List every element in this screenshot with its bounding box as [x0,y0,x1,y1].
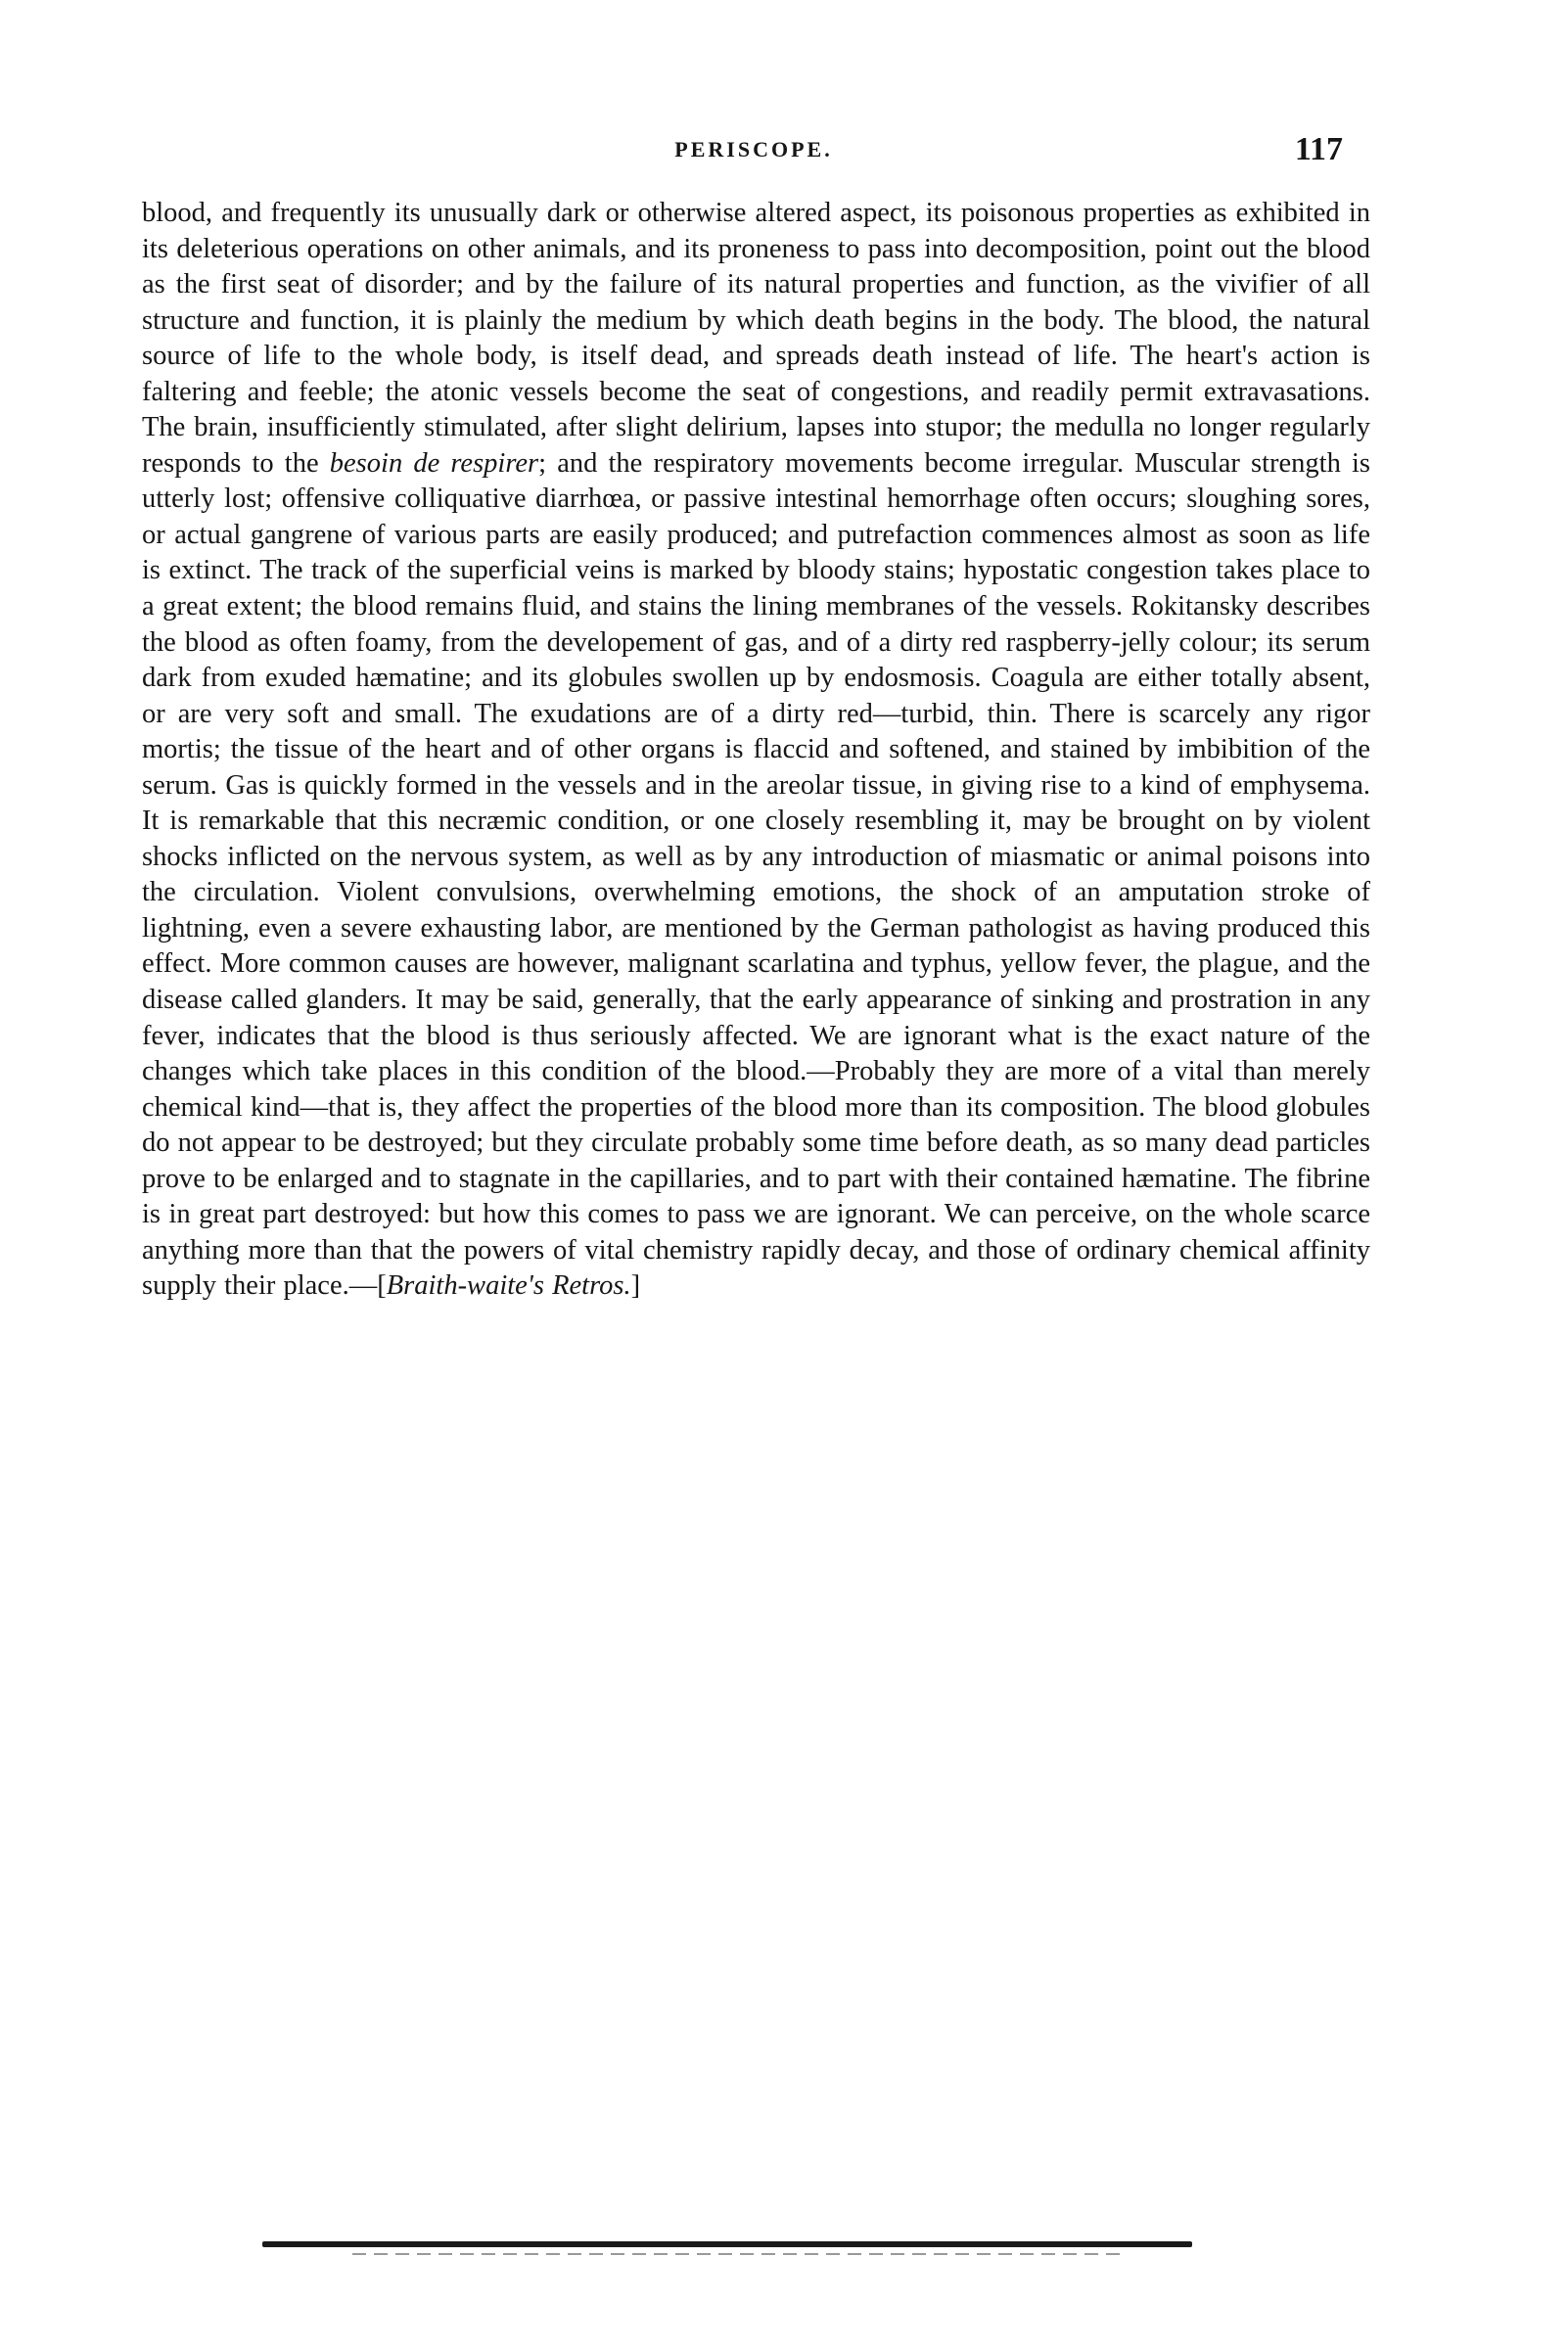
paragraph [142,196,1370,1305]
italic-phrase: besoin de respirer [329,447,539,479]
page-number: 117 [1294,131,1343,167]
section-end-rule [262,2241,1192,2247]
citation-bracket: ] [630,1270,641,1302]
paragraph-text-part: ; and the respiratory movements become irregular. Muscular strength is utterly lost; offensive colliquative diarrhœa, or passive intestinal hemorrhage often occurs; sloughing sores, or actual gangrene of various parts are easily produced; and putrefaction commences almost as soon as life is extinct. The track of the superficial veins is marked by bloody stains; hypostatic congestion takes place to a great extent; the blood remains fluid, and stains the lining membranes of the vessels. Rokitansky describes the blood as often foamy, from the developement of gas, and of a dirty red raspberry-jelly colour; its serum dark from exuded hæmatine; and its globules swollen up by endosmosis. Coagula are either totally absent, or are very soft and small. The exudations are of a dirty red—turbid, thin. There is scarcely any rigor mortis; the tissue of the heart and of other organs is flaccid and softened, and stained by imbibition of the serum. Gas is quickly formed in the vessels and in the areolar tissue, in giving rise to a kind of emphysema. It is remarkable that this necræmic condition, or one closely resembling it, may be brought on by violent shocks inflicted on the nervous system, as well as by any introduction of miasmatic or animal poisons into the circulation. Violent convulsions, overwhelming emotions, the shock of an amputation stroke of lightning, even a severe exhausting labor, are mentioned by the German pathologist as having produced this effect. More common causes are however, malignant scarlatina and typhus, yellow fever, the plague, and the disease called glanders. It may be said, generally, that the early appearance of sinking and prostration in any fever, indicates that the blood is thus seriously affected. We are ignorant what is the exact nature of the changes which take places in this condition of the blood.—Probably they are more of a vital than merely chemical kind—that is, they affect the properties of the blood more than its composition. The blood globules do not appear to be destroyed; but they circulate probably some time before death, as so many dead particles prove to be enlarged and to stagnate in the capillaries, and to part with their contained hæmatine. The fibrine is in great part destroyed: but how this comes to pass we are ignorant. We can perceive, on the whole scarce anything more than that the powers of vital chemistry rapidly decay, and those of ordinary chemical affinity supply their place.—[ [142,447,1370,1302]
section-end-rule-faint [352,2253,1126,2255]
running-head [147,131,1360,170]
running-title: PERISCOPE. [674,137,833,161]
citation-source: Braith-waite's Retros. [386,1270,631,1302]
paragraph-text-part: blood, and frequently its unusually dark or otherwise altered aspect, its poisonous properties as exhibited in its deleterious operations on other animals, and its proneness to pass into decomposition, point out the blood as the first seat of disorder; and by the failure of its natural properties and function, as the vivifier of all structure and function, it is plainly the medium by which death begins in the body. The blood, the natural source of life to the whole body, is itself dead, and spreads death instead of life. The heart's action is faltering and feeble; the atonic vessels become the seat of congestions, and readily permit extravasations. The brain, insufficiently stimulated, after slight delirium, lapses into stupor; the medulla no longer regularly responds to the [142,198,1370,479]
body-text [142,196,1370,1305]
